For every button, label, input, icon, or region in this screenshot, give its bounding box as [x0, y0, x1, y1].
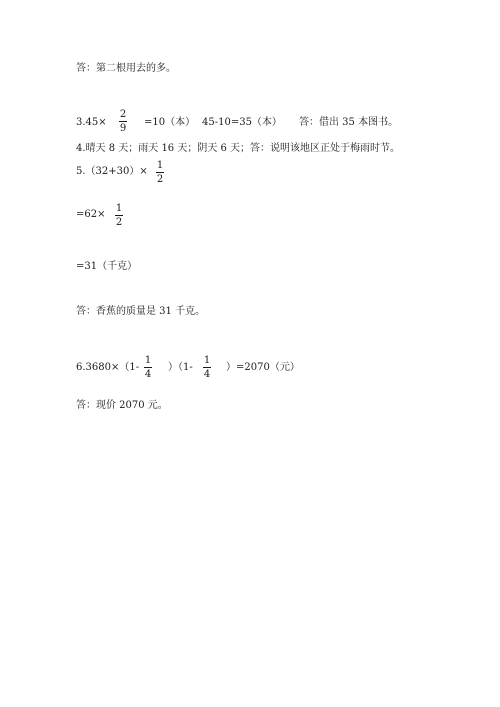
p5-frac-numerator: 1: [156, 160, 164, 171]
p6-prefix: 6.3680×（1-: [76, 362, 140, 373]
p3-calc2: 45-10=35（本）: [202, 117, 282, 128]
p5-step2-prefix: =62×: [76, 209, 106, 220]
p3-frac-denominator: 9: [119, 123, 127, 134]
p3-frac-numerator: 2: [119, 109, 127, 120]
p5-prefix: 5.（32+30）×: [76, 166, 148, 177]
p6-fraction-2: [202, 355, 212, 380]
p5-fraction: [155, 160, 165, 185]
fraction-bar: [144, 367, 152, 368]
p3-answer: 答：借出 35 本图书。: [299, 117, 399, 128]
p6-frac1-numerator: 1: [144, 355, 152, 366]
p3-fraction: [118, 109, 128, 134]
p6-suffix: ）=2070（元）: [226, 362, 300, 373]
fraction-bar: [119, 121, 127, 122]
problem-4: 4.晴天 8 天；雨天 16 天；阴天 6 天；答：说明该地区正处于梅雨时节。: [76, 143, 401, 154]
p5-step3: =31（千克）: [76, 261, 138, 272]
p6-mid: ）（1-: [168, 362, 193, 373]
p6-frac1-denominator: 4: [144, 369, 152, 380]
fraction-bar: [156, 172, 164, 173]
p5-answer: 答：香蕉的质量是 31 千克。: [76, 306, 206, 317]
fraction-bar: [203, 367, 211, 368]
p5-frac-denominator: 2: [156, 174, 164, 185]
p6-fraction-1: [143, 355, 153, 380]
p6-answer: 答：现价 2070 元。: [76, 400, 168, 411]
p6-frac2-denominator: 4: [203, 369, 211, 380]
fraction-bar: [115, 215, 123, 216]
p6-frac2-numerator: 1: [203, 355, 211, 366]
p3-result: =10（本）: [144, 117, 196, 128]
p5-step2-fraction: [114, 203, 124, 228]
p5-step2-denominator: 2: [115, 217, 123, 228]
p3-prefix: 3.45×: [76, 117, 107, 128]
answer-problem-2: 答：第二根用去的多。: [76, 63, 176, 74]
p5-step2-numerator: 1: [115, 203, 123, 214]
